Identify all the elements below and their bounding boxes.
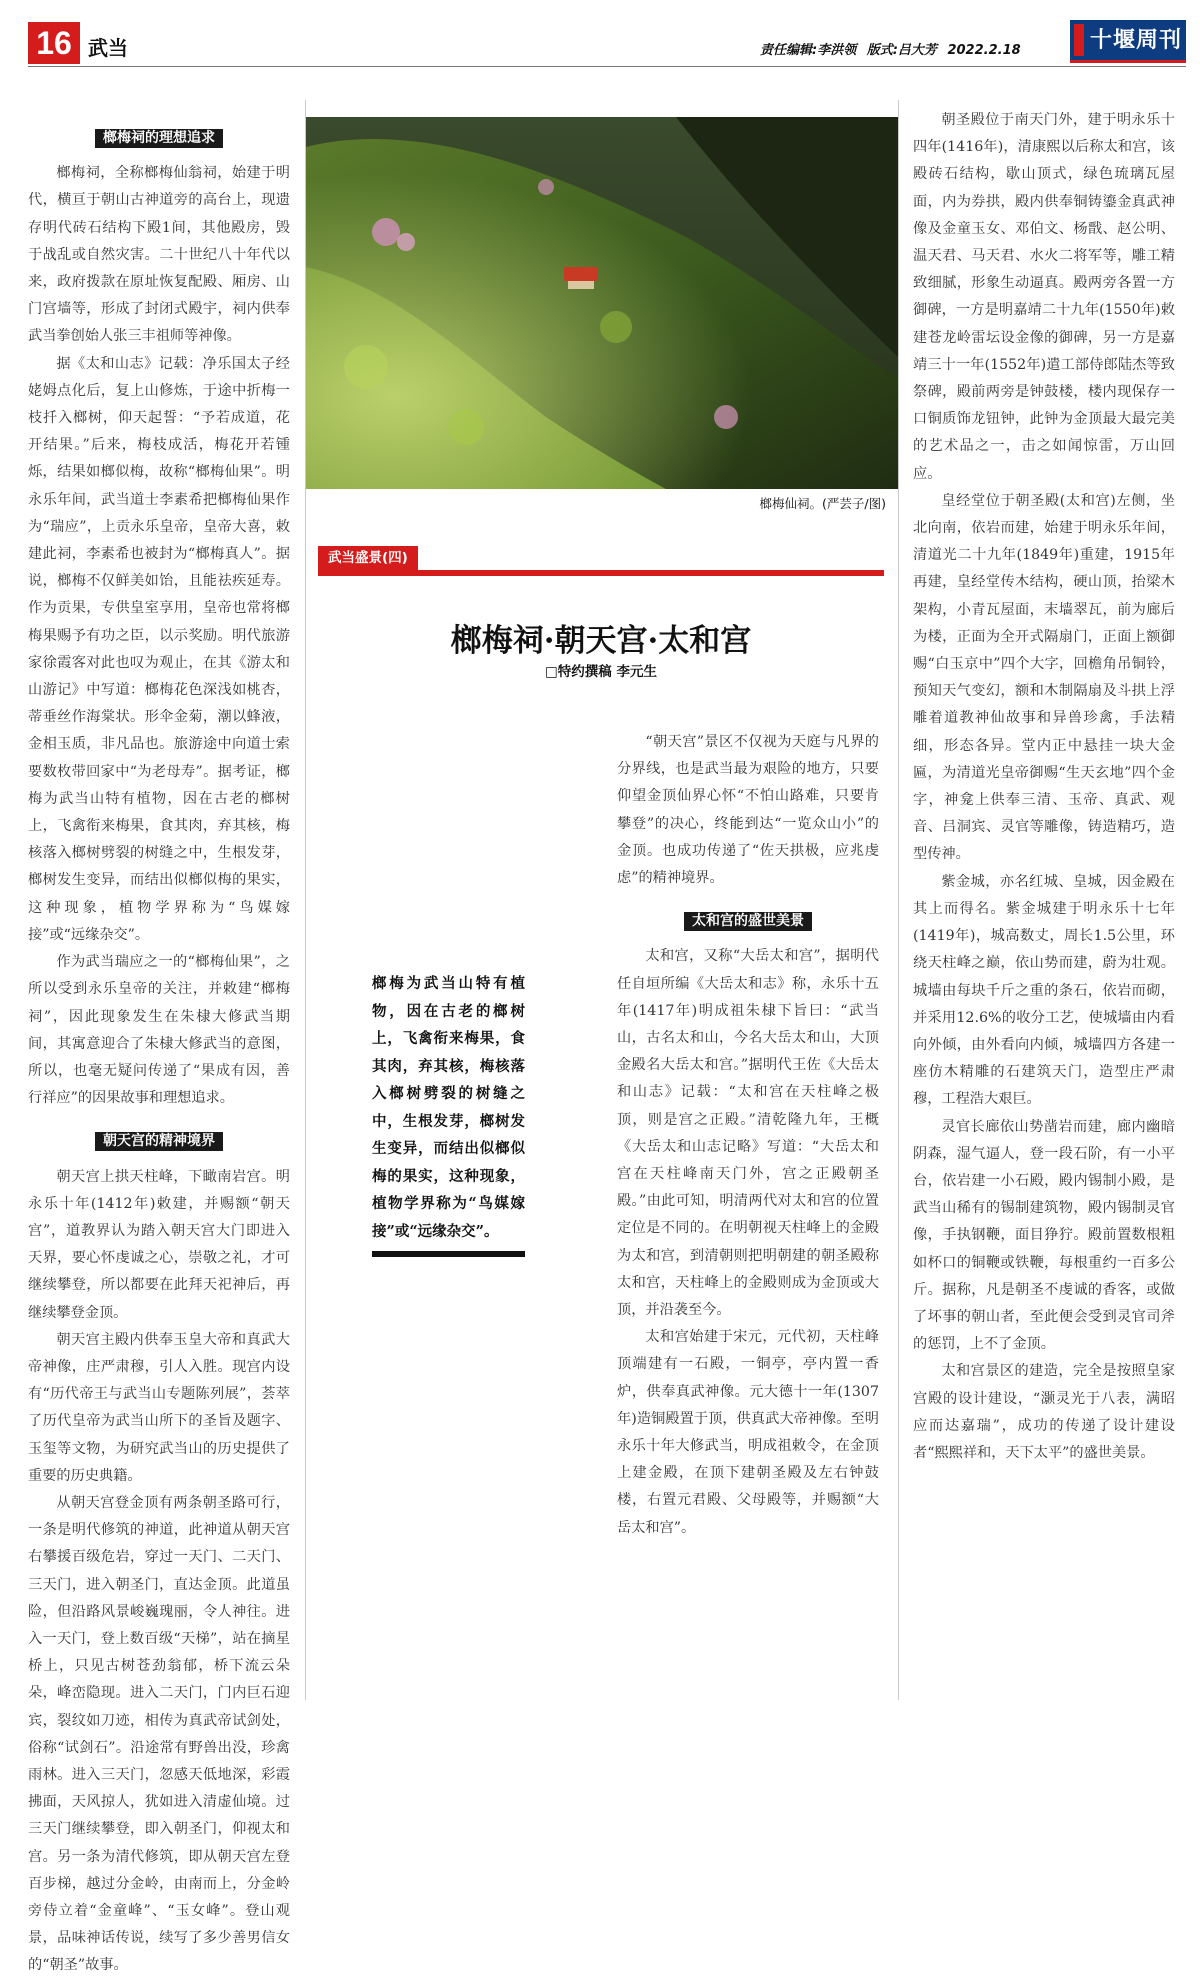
article-column-1 [28,125,290,1980]
series-rule [318,570,884,576]
article-title: 榔梅祠·朝天宫·太和宫 [450,623,752,659]
editorial-info [760,43,1027,59]
mountain-photo [306,117,898,489]
pull-quote-rule [372,1251,525,1257]
article-column-3 [913,107,1175,1467]
paragraph: 灵官长廊依山势凿岩而建，廊内幽暗阴森，湿气逼人，登一段石阶，有一小平台，依岩建一小石殿，殿内锡制小殿，是武当山稀有的锡制建筑物，殿内锡制灵官像，手执钢鞭，面目狰狞。殿前置数根粗如杯口的铜鞭或铁鞭，每根重约一百多公斤。据称，凡是朝圣不虔诚的香客，或做了坏事的朝山者，至此便会受到灵官司斧的惩罚，上不了金顶。 [913,1118,1175,1353]
column-divider [898,100,899,1700]
series-tag: 武当盛景(四) [318,546,418,570]
page-number: 16 [28,22,80,64]
photo-image [306,117,898,489]
paragraph: 作为武当瑞应之一的“榔梅仙果”，之所以受到永乐皇帝的关注，并敕建“榔梅祠”，因此现象发生在朱棣大修武当期间，其寓意迎合了朱棣大修武当的意图，所以，也毫无疑问传递了“果成有因，善行祥应”的因果故事和理想追求。 [28,954,290,1107]
section-name: 武当 [88,36,128,60]
page-header [0,0,1200,80]
paragraph: 朝天宫主殿内供奉玉皇大帝和真武大帝神像，庄严肃穆，引人入胜。现宫内设有“历代帝王与武当山专题陈列展”，荟萃了历代皇帝为武当山所下的圣旨及题字、玉玺等文物，为研究武当山的历史提供了重要的历史典籍。 [28,1331,290,1484]
paragraph: 皇经堂位于朝圣殿(太和宫)左侧，坐北向南，依岩而建，始建于明永乐年间，清道光二十九年(1849年)重建，1915年再建，皇经堂传木结构，硬山顶，抬梁木架构，小青瓦屋面，末墙翠瓦，前为廊后为楼，正面为全开式隔扇门，正面上额御赐“白玉京中”四个大字，回檐角吊铜铃，预知天气变幻，额和木制隔扇及斗拱上浮雕着道教神仙故事和异兽珍禽，手法精细，形态各异。堂内正中悬挂一块大金匾，为清道光皇帝御赐“生天玄地”四个金字，神龛上供奉三清、玉帝、真武、观音、吕洞宾、灵官等雕像，铸造精巧，造型传神。 [913,492,1175,863]
byline: □特约撰稿 李元生 [545,664,657,680]
paragraph: 据《太和山志》记载：净乐国太子经姥姆点化后，复上山修炼，于途中折梅一枝扦入榔树，仰天起誓：“予若成道，花开结果。”后来，梅枝成活，梅花开若锺烁，结果如榔似梅，故称“榔梅仙果”。明永乐年间，武当道士李素希把榔梅仙果作为“瑞应”，上贡永乐皇帝，皇帝大喜，敕建此祠，李素希也被封为“榔梅真人”。据说，榔梅不仅鲜美如饴，且能祛疾延寿。作为贡果，专供皇室享用，皇帝也常将榔梅果赐予有功之臣，以示奖励。明代旅游家徐霞客对此也叹为观止，在其《游太和山游记》中写道：榔梅花色深浅如桃杏，蒂垂丝作海棠状。形伞金菊，潮以蜂液，金相玉质，非凡品也。旅游途中向道士索要数枚带回家中“为老母寿”。据考证，榔梅为武当山特有植物，因在古老的榔树上，飞禽衔来梅果，食其肉，弃其核，梅核落入榔树劈裂的树缝之中，生根发芽，榔树发生变异，而结出似榔似梅的果实，这种现象，植物学界称为“鸟媒嫁接”或“远缘杂交”。 [28,355,290,943]
paragraph: 太和宫始建于宋元，元代初，天柱峰顶端建有一石殿，一铜亭，亭内置一香炉，供奉真武神像。元大德十一年(1307年)造铜殿置于顶，供真武大帝神像。至明永乐十年大修武当，明成祖敕令，在金顶上建金殿，在顶下建朝圣殿及左右钟鼓楼，右置元君殿、父母殿等，并赐额“大岳太和宫”。 [617,1329,879,1536]
paragraph: 紫金城，亦名红城、皇城，因金殿在其上而得名。紫金城建于明永乐十七年(1419年)，城高数丈，周长1.5公里，环绕天柱峰之巅，依山势而建，蔚为壮观。城墙由每块千斤之重的条石，依岩而砌，并采用12.6%的收分工艺，使城墙由内看向外倾，由外看向内倾，城墙四方各建一座仿木精雕的石建筑天门，造型庄严肃穆，工程浩大艰巨。 [913,873,1175,1108]
paragraph: 太和宫，又称“大岳太和宫”，据明代任自垣所编《大岳太和志》称，永乐十五年(1417年)明成祖朱棣下旨曰：“武当山，古名太和山，今名大岳太和山，大顶金殿名大岳太和宫。”据明代王佐《大岳太和山志》记载：“太和宫在天柱峰之极顶，则是宫之正殿。”清乾隆九年，王概《大岳太和山志记略》写道：“大岳太和宫在天柱峰南天门外，宫之正殿朝圣殿。”由此可知，明清两代对太和宫的位置定位是不同的。在明朝视天柱峰上的金殿为太和宫，到清朝则把明朝建的朝圣殿称太和宫，天柱峰上的金殿则成为金顶或大顶，并沿袭至今。 [617,948,879,1319]
paragraph: “朝天宫”景区不仅视为天庭与凡界的分界线，也是武当最为艰险的地方，只要仰望金顶仙界心怀“不怕山路难，只要肯攀登”的决心，终能到达“一览众山小”的金顶。也成功传递了“佐天拱极，应兆虔虑”的精神境界。 [617,734,879,887]
header-rule [28,66,1186,67]
publication-name: 十堰周刊 [1089,27,1182,53]
section-heading: 太和宫的盛世美景 [617,908,879,935]
issue-date: 2022.2.18 [947,43,1021,58]
paragraph: 朝天宫上拱天柱峰，下瞰南岩宫。明永乐十年(1412年)敕建，并赐额“朝天宫”，道教界认为踏入朝天宫大门即进入天界，要心怀虔诚之心，崇敬之礼，才可继续攀登，所以都要在此拜天祀神后，再继续攀登金顶。 [28,1168,290,1321]
section-heading: 朝天宫的精神境界 [28,1128,290,1155]
logo-accent [1074,24,1084,56]
paragraph: 太和宫景区的建造，完全是按照皇家宫殿的设计建设，“灏灵光于八表，满昭应而达嘉瑞”，成功的传递了设计建设者“熙熙祥和，天下太平”的盛世美景。 [913,1363,1175,1461]
pull-quote: 榔梅为武当山特有植物，因在古老的榔树上，飞禽衔来梅果，食其肉，弃其核，梅核落入榔树劈裂的树缝之中，生根发芽，榔树发生变异，而结出似榔似梅的果实，这种现象，植物学界称为“鸟媒嫁接”或“远缘杂交”。 [372,975,525,1240]
temple-wall [568,281,594,289]
layout-credit: 版式:吕大芳 [866,43,937,58]
paragraph: 榔梅祠，全称榔梅仙翁祠，始建于明代，横亘于朝山古神道旁的高台上，现遗存明代砖石结构下殿1间，其他殿房，毁于战乱或自然灾害。二十世纪八十年代以来，政府拨款在原址恢复配殿、厢房、山门宫墙等，形成了封闭式殿宇，祠内供奉武当拳创始人张三丰祖师等神像。 [28,165,290,345]
section-heading: 榔梅祠的理想追求 [28,125,290,152]
photo-caption: 榔梅仙祠。(严芸子/图) [759,496,886,511]
publication-logo [1070,20,1186,63]
temple-roof [564,267,598,281]
paragraph: 从朝天宫登金顶有两条朝圣路可行，一条是明代修筑的神道，此神道从朝天宫右攀援百级危岩，穿过一天门、二天门、三天门，进入朝圣门，直达金顶。此道虽险，但沿路风景峻巍瑰丽，令人神往。进入一天门，登上数百级“天梯”，站在摘星桥上，只见古树苍劲翁郁，桥下流云朵朵，峰峦隐现。进入二天门，门内巨石迎宾，裂纹如刀迹，相传为真武帝试剑处，俗称“试剑石”。沿途常有野兽出没，珍禽雨林。进入三天门，忽感天低地深，彩霞拂面，天风掠人，犹如进入清虚仙境。过三天门继续攀登，即入朝圣门，仰视太和宫。另一条为清代修筑，即从朝天宫左登百步梯，越过分金岭，由南而上，分金岭旁侍立着“金童峰”、“玉女峰”。登山观景，品味神话传说，续写了多少善男信女的“朝圣”故事。 [28,1494,290,1974]
paragraph: 朝圣殿位于南天门外，建于明永乐十四年(1416年)，清康熙以后称太和宫，该殿砖石结构，歇山顶式，绿色琉璃瓦屋面，内为券拱，殿内供奉铜铸鎏金真武神像及金童玉女、邓伯文、杨戬、赵公明、温天君、马天君、水火二将军等，雕工精致细腻，形象生动逼真。殿两旁各置一方御碑，一方是明嘉靖二十九年(1550年)敕建苍龙岭雷坛设金像的御碑，另一方是嘉靖三十一年(1552年)遣工部侍郎陆杰等致祭碑，殿前两旁是钟鼓楼，楼内现保存一口铜质饰龙钮钟，此钟为金顶最大最完美的艺术品之一，击之如闻惊雷，万山回应。 [913,112,1175,482]
editor-credit: 责任编辑:李洪领 [760,43,857,58]
article-column-2 [617,729,879,1542]
